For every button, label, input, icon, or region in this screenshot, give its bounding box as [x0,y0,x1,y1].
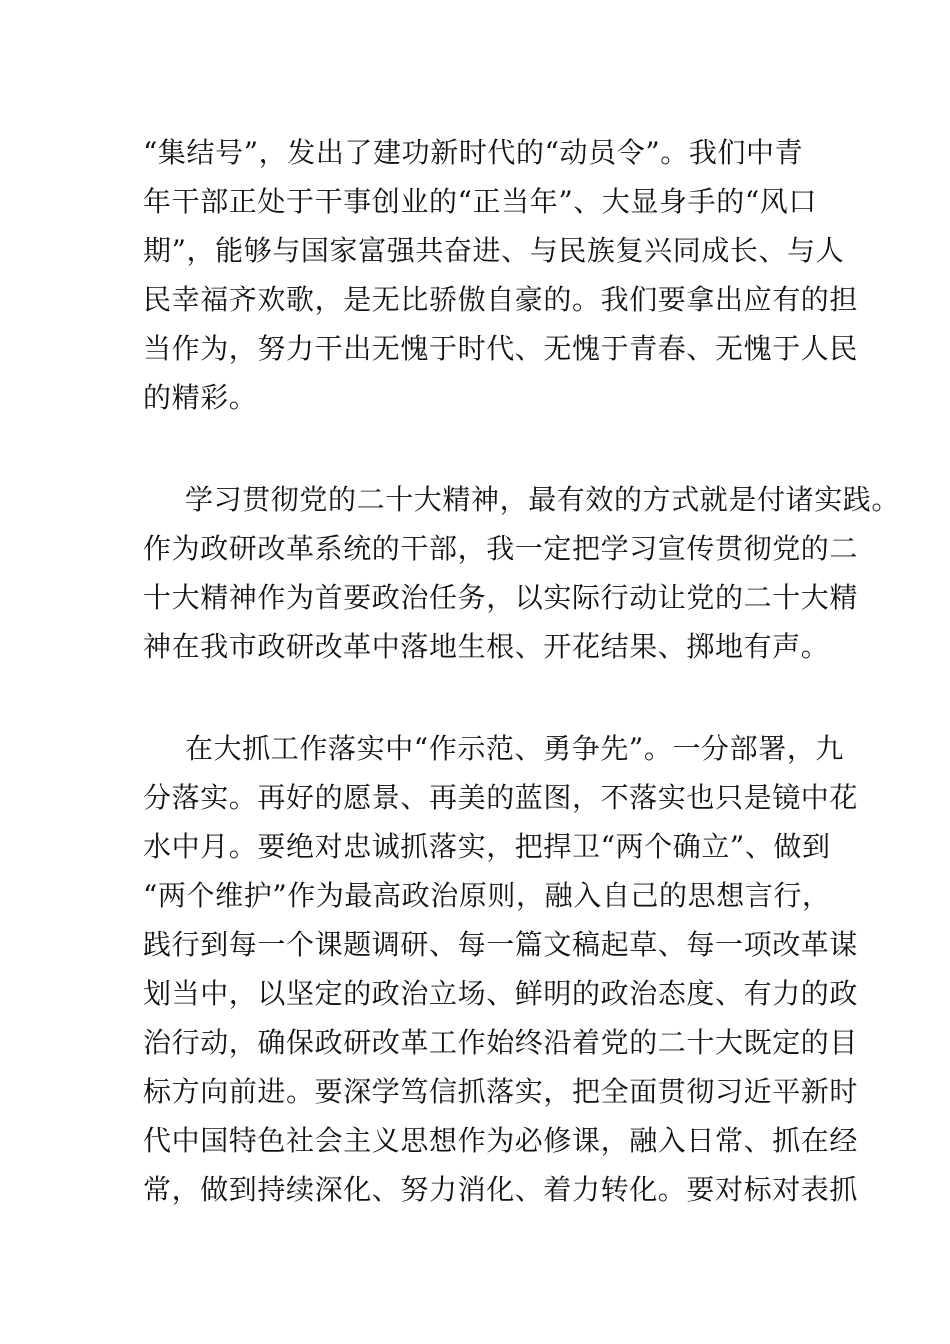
paragraph-line: “两个维护”作为最高政治原则，融入自己的思想言行， [143,879,831,912]
paragraph-line: 的精彩。 [143,381,258,414]
paragraph-line: 期”，能够与国家富强共奋进、与民族复兴同成长、与人 [143,234,845,267]
paragraph-line: 作为政研改革系统的干部，我一定把学习宣传贯彻党的二 [143,532,859,565]
paragraph-1 [143,128,859,422]
paragraph-line: 学习贯彻党的二十大精神，最有效的方式就是付诸实践。 [185,483,901,516]
paragraph-line: 民幸福齐欢歌，是无比骄傲自豪的。我们要拿出应有的担 [143,283,859,316]
paragraph-2 [143,475,901,671]
paragraph-line: 当作为，努力干出无愧于时代、无愧于青春、无愧于人民 [143,332,859,365]
paragraph-line: 代中国特色社会主义思想作为必修课，融入日常、抓在经 [143,1124,859,1157]
paragraph-line: 水中月。要绝对忠诚抓落实，把捍卫“两个确立”、做到 [143,830,831,863]
paragraph-line: 治行动，确保政研改革工作始终沿着党的二十大既定的目 [143,1026,859,1059]
paragraph-line: 年干部正处于干事创业的“正当年”、大显身手的“风口 [143,185,817,218]
paragraph-line: 分落实。再好的愿景、再美的蓝图，不落实也只是镜中花 [143,781,859,814]
paragraph-line: 常，做到持续深化、努力消化、着力转化。要对标对表抓 [143,1173,859,1206]
paragraph-3 [143,724,859,1214]
paragraph-line: 在大抓工作落实中“作示范、勇争先”。一分部署，九 [185,732,845,765]
paragraph-line: 划当中，以坚定的政治立场、鲜明的政治态度、有力的政 [143,977,859,1010]
paragraph-line: 践行到每一个课题调研、每一篇文稿起草、每一项改革谋 [143,928,859,961]
paragraph-line: 十大精神作为首要政治任务，以实际行动让党的二十大精 [143,581,859,614]
paragraph-line: “集结号”，发出了建功新时代的“动员令”。我们中青 [143,136,804,169]
paragraph-line: 标方向前进。要深学笃信抓落实，把全面贯彻习近平新时 [143,1075,859,1108]
paragraph-line: 神在我市政研改革中落地生根、开花结果、掷地有声。 [143,630,830,663]
